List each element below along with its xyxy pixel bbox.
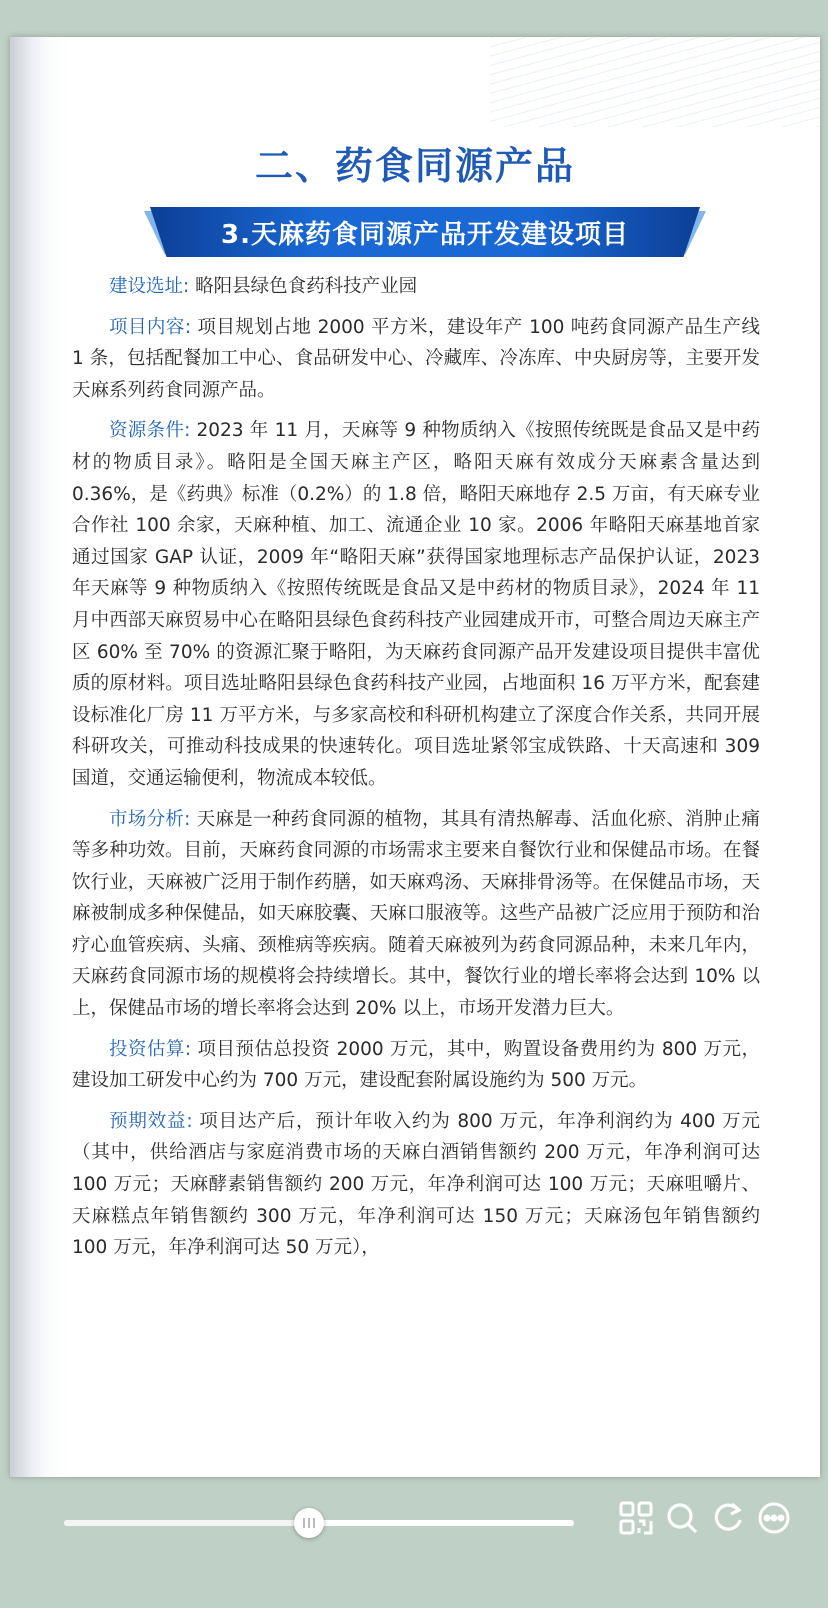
paragraph-text: 略阳县绿色食药科技产业园 [189,276,418,297]
section-title: 二、药食同源产品 [254,144,575,188]
document-page [10,37,820,1477]
paragraph-text: 天麻是一种药食同源的植物，其具有清热解毒、活血化瘀、消肿止痛等多种功效。目前，天麻药食同源的市场需求主要来自餐饮行业和保健品市场。在餐饮行业，天麻被广泛用于制作药膳，如天麻鸡汤、天麻排骨汤等。在保健品市场，天麻被制成多种保健品，如天麻胶囊、天麻口服液等。这些产品被广泛应用于预防和治疗心血管疾病、头痛、颈椎病等疾病。随着天麻被列为药食同源品种，未来几年内，天麻药食同源市场的规模将会持续增长。其中，餐饮行业的增长率将会达到 10% 以上，保健品市场的增长率将会达到 20% 以上，市场开发潜力巨大。 [72,808,761,1020]
paragraph-resources [72,415,760,794]
page-slider-thumb[interactable] [294,1508,324,1538]
paragraph-label: 投资估算: [109,1038,192,1060]
paragraph-site [72,271,760,303]
paragraph-text: 项目达产后，预计年收入约为 800 万元，年净利润约为 400 万元（其中，供给酒店与家庭消费市场的天麻白酒销售额约 200 万元，年净利润可达 100 万元；天麻酵素销售额约 200 万元，年净利润可达 100 万元；天麻咀嚼片、天麻糕点年销售额约 300 万元，年净利润可达 150 万元；天麻汤包年销售额约 100 万元，年净利润可达 50 万元）， [72,1110,760,1259]
decorative-lines [490,37,820,127]
paragraph-text: 项目规划占地 2000 平方米，建设年产 100 吨药食同源产品生产线 1 条，包括配餐加工中心、食品研发中心、冷藏库、冷冻库、中央厨房等，主要开发天麻系列药食同源产品。 [72,316,760,401]
paragraph-benefits [72,1106,760,1264]
page-slider-fill [64,1520,309,1526]
paragraph-investment [72,1034,760,1097]
paragraph-text: 2023 年 11 月，天麻等 9 种物质纳入《按照传统既是食品又是中药材的物质目录》。略阳是全国天麻主产区，略阳天麻有效成分天麻素含量达到 0.36%，是《药典》标准（0.2%）的 1.8 倍，略阳天麻地存 2.5 万亩，有天麻专业合作社 100 余家，天麻种植、加工、流通企业 10 家。2006 年略阳天麻基地首家通过国家 GAP 认证，2009 年“略阳天麻”获得国家地理标志产品保护认证，2023 年天麻等 9 种物质纳入《按照传统既是食品又是中药材的物质目录》，2024 年 11 月中西部天麻贸易中心在略阳县绿色食药科技产业园建成开市，可整合周边天麻主产区 60% 至 70% 的资源汇聚于略阳，为天麻药食同源产品开发建设项目提供丰富优质的原材料。项目选址略阳县绿色食药科技产业园，占地面积 16 万平方米，配套建设标准化厂房 11 万平方米，与多家高校和科研机构建立了深度合作关系，共同开展科研攻关，可推动科技成果的快速转化。项目选址紧邻宝成铁路、十天高速和 309 国道，交通运输便利，物流成本较低。 [72,420,760,789]
project-banner [150,207,700,257]
paragraph-label: 项目内容: [109,316,192,338]
banner-title: 3.天麻药食同源产品开发建设项目 [221,219,629,250]
scan-icon[interactable] [616,1498,656,1538]
paragraph-label: 预期效益: [109,1110,193,1132]
more-icon[interactable] [754,1498,794,1538]
paragraph-market [72,804,760,1025]
paragraph-content [72,312,760,407]
paragraph-label: 建设选址: [109,276,190,297]
search-icon[interactable] [662,1498,702,1538]
paragraph-label: 市场分析: [109,808,191,830]
paragraph-label: 资源条件: [109,420,191,442]
paragraph-text: 项目预估总投资 2000 万元，其中，购置设备费用约为 800 万元，建设加工研发中心约为 700 万元，建设配套附属设施约为 500 万元。 [72,1038,760,1092]
viewer-toolbar [0,1480,828,1608]
document-body [72,271,760,1273]
page-slider[interactable] [64,1520,574,1526]
grip-icon [303,1518,315,1528]
toolbar-icons [616,1498,794,1538]
rotate-icon[interactable] [708,1498,748,1538]
